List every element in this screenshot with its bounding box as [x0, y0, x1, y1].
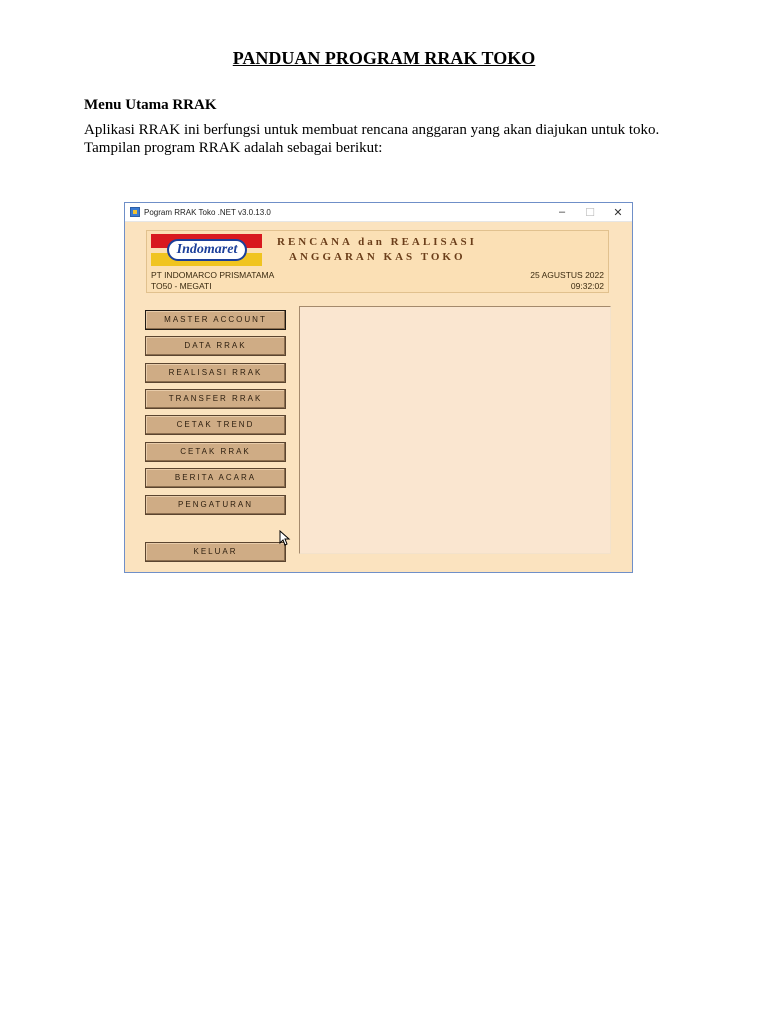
keluar-button[interactable]: KELUAR	[145, 542, 286, 562]
app-window-screenshot	[124, 202, 633, 573]
cetak-trend-button[interactable]: CETAK TREND	[145, 415, 286, 435]
paragraph-line-2: Tampilan program RRAK adalah sebagai berikut:	[84, 140, 383, 156]
minimize-button[interactable]: –	[558, 206, 566, 218]
mouse-pointer-icon	[279, 530, 291, 546]
section-heading: Menu Utama RRAK	[84, 97, 217, 113]
current-time: 09:32:02	[570, 281, 604, 291]
transfer-rrak-button[interactable]: TRANSFER RRAK	[145, 389, 286, 409]
close-button[interactable]: ✕	[613, 206, 623, 219]
store-name: TO50 - MEGATI	[151, 281, 212, 291]
pengaturan-button[interactable]: PENGATURAN	[145, 495, 286, 515]
current-date: 25 AGUSTUS 2022	[530, 270, 604, 280]
window-titlebar	[125, 203, 632, 222]
content-panel	[299, 306, 611, 554]
banner-line-2: ANGGARAN KAS TOKO	[289, 251, 466, 263]
realisasi-rrak-button[interactable]: REALISASI RRAK	[145, 363, 286, 383]
indomaret-logo	[151, 234, 262, 266]
cetak-rrak-button[interactable]: CETAK RRAK	[145, 442, 286, 462]
logo-text: Indomaret	[167, 239, 247, 261]
app-icon	[130, 207, 140, 217]
data-rrak-button[interactable]: DATA RRAK	[145, 336, 286, 356]
berita-acara-button[interactable]: BERITA ACARA	[145, 468, 286, 488]
paragraph-line-1: Aplikasi RRAK ini berfungsi untuk membuat rencana anggaran yang akan diajukan untuk toko.	[84, 122, 660, 138]
maximize-button[interactable]: ☐	[585, 206, 595, 219]
window-title: Pogram RRAK Toko .NET v3.0.13.0	[144, 207, 271, 217]
document-title: PANDUAN PROGRAM RRAK TOKO	[232, 48, 536, 68]
company-name: PT INDOMARCO PRISMATAMA	[151, 270, 275, 280]
header-panel	[146, 230, 609, 293]
banner-line-1: RENCANA dan REALISASI	[277, 236, 477, 248]
master-account-button[interactable]: MASTER ACCOUNT	[145, 310, 286, 330]
